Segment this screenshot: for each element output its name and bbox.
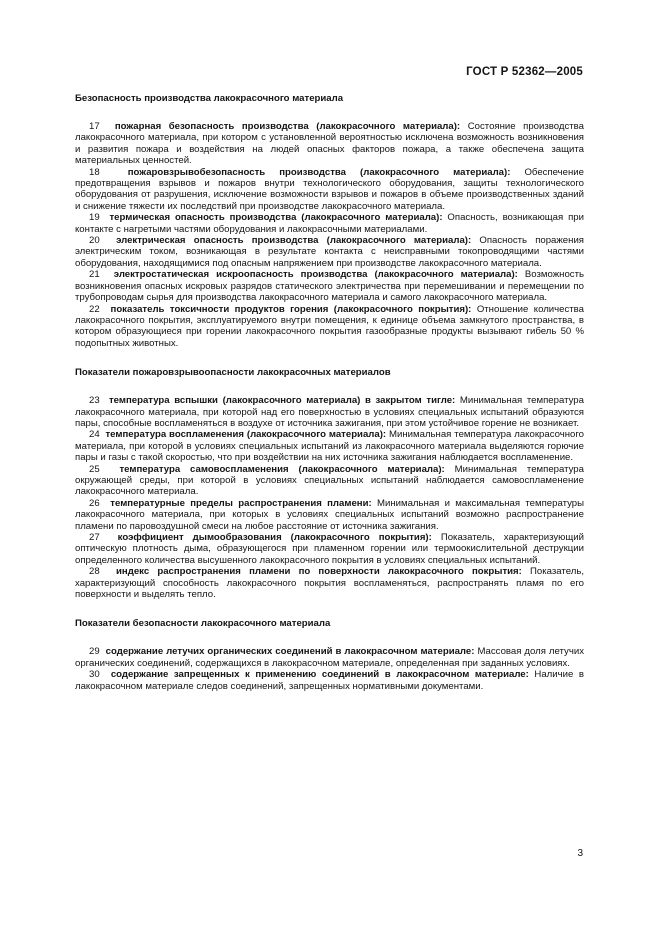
definition-paragraph — [75, 304, 584, 350]
definition-paragraph — [75, 395, 584, 429]
definition-text: Обеспечение предотвращения взрывов и пожаров внутри технологического оборудования, защиты технологического оборудования от разрушения, исключение возможности взрывов и пожаров в объеме производственных зданий и снижение тяжести их последствий при производстве лакокрасочного материала. — [75, 166, 584, 212]
definition-number: 27 — [89, 532, 100, 543]
definition-text: Минимальная температура окружающей среды, при которой в условиях специальных испытаний наблюдается самовоспламенение лакокрасочного материала. — [75, 463, 584, 498]
definition-paragraph — [75, 669, 584, 692]
definition-term: электростатическая искроопасность производства (лакокрасочного материала): — [113, 269, 518, 281]
definition-number: 23 — [89, 395, 100, 407]
definition-paragraph — [75, 498, 584, 532]
definition-paragraph — [75, 235, 584, 269]
definition-term: температурные пределы распространения пламени: — [110, 497, 372, 509]
definition-paragraph — [75, 566, 584, 600]
definition-term: показатель токсичности продуктов горения (лакокрасочного покрытия): — [110, 303, 472, 315]
definition-number: 22 — [89, 303, 100, 315]
document-id: ГОСТ Р 52362—2005 — [466, 66, 583, 78]
definition-term: пожаровзрывобезопасность производства (лакокрасочного материала): — [127, 166, 511, 178]
section-title: Показатели пожаровзрывоопасности лакокрасочных материалов — [75, 367, 391, 379]
definition-term: коэффициент дымообразования (лакокрасочного покрытия): — [117, 532, 432, 543]
definition-number: 26 — [89, 497, 100, 509]
definition-number: 21 — [89, 269, 100, 281]
definition-term: электрическая опасность производства (лакокрасочного материала): — [116, 235, 472, 247]
section-title: Показатели безопасности лакокрасочного материала — [75, 618, 331, 630]
definition-term: пожарная безопасность производства (лакокрасочного материала): — [114, 121, 461, 132]
definition-term: термическая опасность производства (лакокрасочного материала): — [109, 212, 443, 224]
definition-text: Показатель, характеризующий способность лакокрасочного покрытия воспламеняться, распространять пламя по его поверхности и выделять тепло. — [75, 566, 584, 601]
definition-paragraph — [75, 429, 584, 463]
definition-text: Отношение количества лакокрасочного покрытия, эксплуатируемого внутри помещения, к единице объема замкнутого пространства, в котором образующиеся при горении лакокрасочного покрытия газообразные продукты вызывают гибель 50 % подопытных животных. — [75, 303, 585, 349]
definition-number: 30 — [89, 669, 100, 681]
definition-number: 24 — [89, 429, 100, 441]
definition-term: индекс распространения пламени по поверхности лакокрасочного покрытия: — [116, 566, 522, 578]
definition-term: температура воспламенения (лакокрасочного материала): — [105, 429, 387, 441]
definition-text: Минимальная температура лакокрасочного материала, при которой над его поверхностью в условиях специальных испытаний образуются пары, способные воспламеняться в воздухе от источника зажигания, при этом устойчивое горение не возникает. — [75, 395, 584, 429]
definition-number: 29 — [89, 646, 100, 658]
definition-paragraph — [75, 212, 584, 235]
definition-text: Минимальная и максимальная температуры лакокрасочного материала, при которых в условиях специальных испытаний возможно распространение пламени по паровоздушной смеси на любое расстояние от источника зажигания. — [75, 497, 584, 532]
definition-number: 17 — [89, 121, 100, 132]
definition-paragraph — [75, 532, 584, 566]
definition-text: Наличие в лакокрасочном материале следов соединений, запрещенных нормативными документами. — [75, 669, 584, 692]
definition-term: содержание запрещенных к применению соединений в лакокрасочном материале: — [110, 669, 529, 681]
definition-paragraph — [75, 167, 584, 213]
definition-term: температура вспышки (лакокрасочного материала) в закрытом тигле: — [108, 395, 456, 407]
definition-text: Массовая доля летучих органических соединений, содержащихся в лакокрасочном материале, определенная при заданных условиях. — [75, 646, 584, 669]
definition-text: Опасность, возникающая при контакте с нагретыми частями оборудования и лакокрасочными материалами. — [75, 212, 584, 235]
definition-paragraph — [75, 269, 584, 303]
document-body — [75, 92, 584, 692]
definition-text: Состояние производства лакокрасочного материала, при котором с установленной вероятностью исключена возможность возникновения и развития пожара и воздействия на людей опасных факторов пожара, а также обеспечена защита материальных ценностей. — [75, 121, 585, 167]
definition-number: 19 — [89, 212, 100, 224]
definition-term: содержание летучих органических соединений в лакокрасочном материале: — [105, 646, 475, 658]
page-number: 3 — [577, 848, 583, 859]
definition-paragraph — [75, 121, 584, 167]
definition-text: Показатель, характеризующий оптическую плотность дыма, образующегося при пламенном горении или термоокислительной деструкции определенного количества высушенного лакокрасочного покрытия в условиях специальных испытаний. — [75, 532, 584, 566]
definition-number: 18 — [89, 166, 100, 178]
definition-term: температура самовоспламенения (лакокрасочного материала): — [119, 463, 445, 475]
section-title: Безопасность производства лакокрасочного материала — [75, 93, 344, 104]
definition-number: 20 — [89, 235, 100, 247]
definition-text: Минимальная температура лакокрасочного материала, при которой в условиях специальных испытаний из лакокрасочного материала выделяются горючие пары и газы с такой скоростью, что при воздействии на них источника зажигания наблюдается воспламенение. — [75, 429, 584, 464]
definition-text: Возможность возникновения опасных искровых разрядов статического электричества при перемешивании и перемещении по трубопроводам сырья для производства лакокрасочного материала и самого лакокрасочного материала. — [75, 269, 584, 304]
definition-paragraph — [75, 646, 584, 669]
definition-paragraph — [75, 464, 584, 498]
definition-number: 25 — [89, 463, 100, 475]
definition-number: 28 — [89, 566, 100, 578]
definition-text: Опасность поражения электрическим током, возникающая в результате контакта с неисправными токопроводящими частями оборудования, находящимися под опасным напряжением при производстве лакокрасочного материала. — [75, 235, 584, 269]
